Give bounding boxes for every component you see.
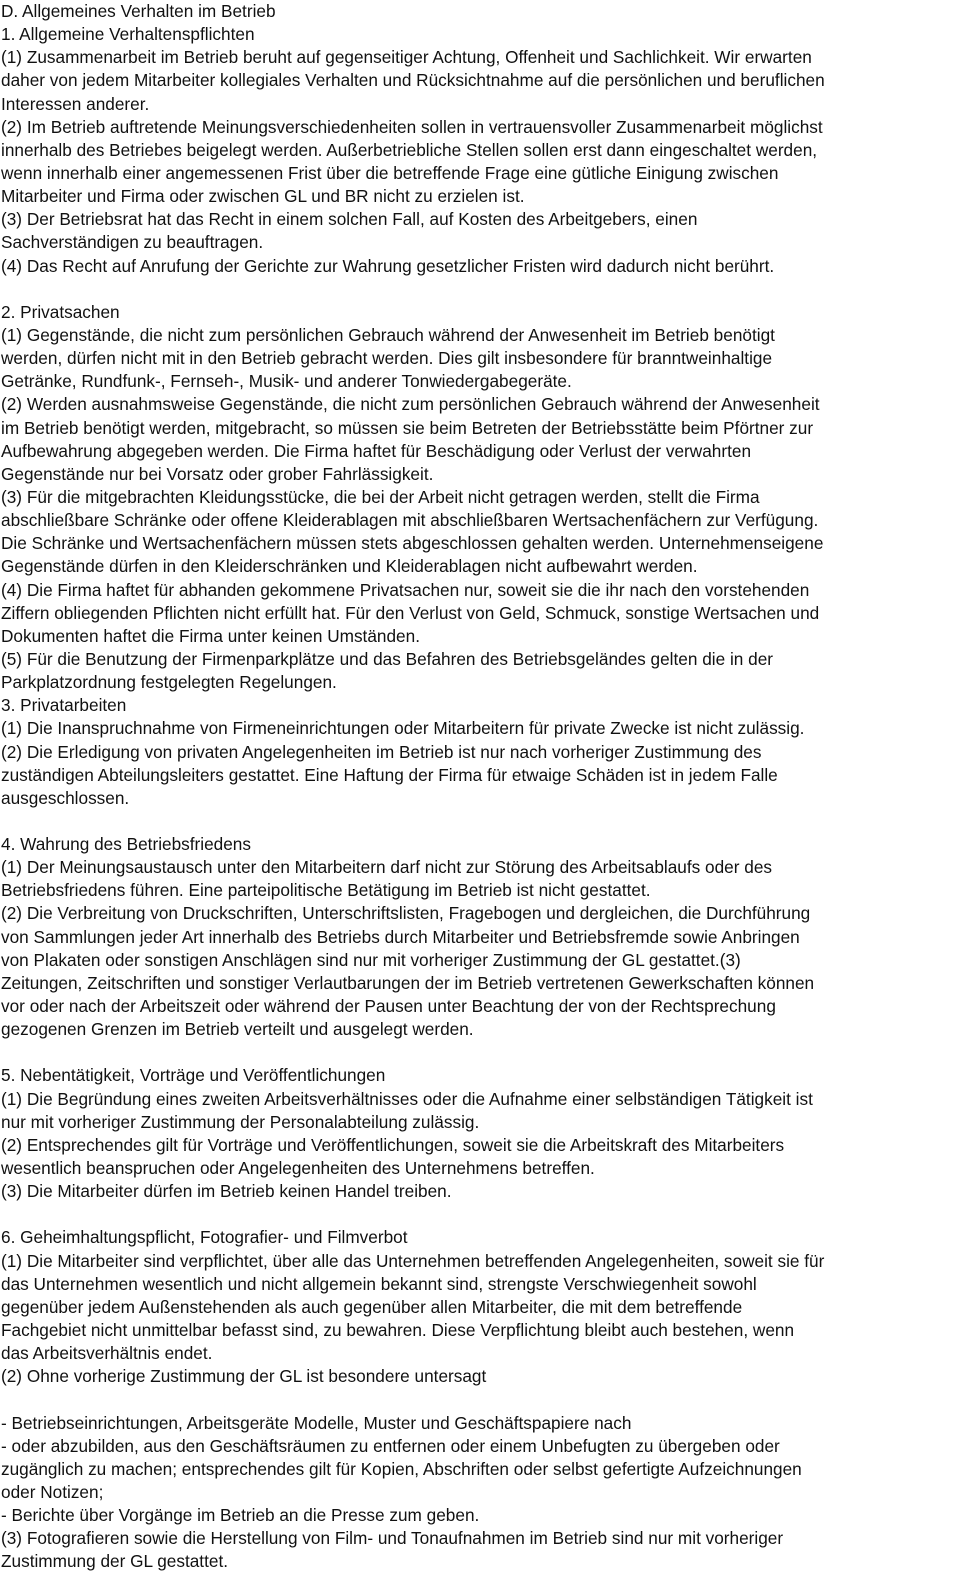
- blank-line: [1, 810, 956, 833]
- text-line: zuständigen Abteilungsleiters gestattet. Eine Haftung der Firma für etwaige Schäden ist in jedem Falle: [1, 764, 778, 785]
- text-line: zugänglich zu machen; entsprechendes gilt für Kopien, Abschriften oder selbst gefertigte Aufzeichnungen: [1, 1458, 802, 1479]
- text-line: - oder abzubilden, aus den Geschäftsräumen zu entfernen oder einem Unbefugten zu übergeben oder: [1, 1435, 780, 1456]
- text-line: das Unternehmen wesentlich und nicht allgemein bekannt sind, strengste Verschwiegenheit sowohl: [1, 1273, 757, 1294]
- text-line: (5) Für die Benutzung der Firmenparkplätze und das Befahren des Betriebsgeländes gelten die in der: [1, 648, 774, 669]
- blank-line: [1, 1041, 956, 1064]
- text-line: (2) Die Erledigung von privaten Angelegenheiten im Betrieb ist nur nach vorheriger Zustimmung des: [1, 741, 762, 762]
- text-line: Gegenstände dürfen in den Kleiderschränken und Kleiderablagen nicht aufbewahrt werden.: [1, 556, 698, 577]
- text-line: Betriebsfriedens führen. Eine parteipolitische Betätigung im Betrieb ist nicht gestattet.: [1, 880, 651, 901]
- text-line: (2) Im Betrieb auftretende Meinungsverschiedenheiten sollen in vertrauensvoller Zusammenarbeit möglichst: [1, 116, 823, 137]
- text-line: von Plakaten oder sonstigen Anschlägen sind nur mit vorheriger Zustimmung der GL gestattet.(3): [1, 949, 741, 970]
- text-line: Ziffern obliegenden Pflichten nicht erfüllt hat. Für den Verlust von Geld, Schmuck, sonstige Wertsachen und: [1, 602, 820, 623]
- blank-line: [1, 278, 956, 301]
- text-line: abschließbare Schränke oder offene Kleiderablagen mit abschließbaren Wertsachenfächern zur Verfügung.: [1, 510, 819, 531]
- text-line: (1) Der Meinungsaustausch unter den Mitarbeitern darf nicht zur Störung des Arbeitsablaufs oder des: [1, 857, 773, 878]
- text-line: von Sammlungen jeder Art innerhalb des Betriebs durch Mitarbeiter und Betriebsfremde sowie Anbringen: [1, 926, 800, 947]
- text-line: (1) Gegenstände, die nicht zum persönlichen Gebrauch während der Anwesenheit im Betrieb benötigt: [1, 324, 775, 345]
- text-line: 5. Nebentätigkeit, Vorträge und Veröffentlichungen: [1, 1065, 386, 1086]
- text-line: - Berichte über Vorgänge im Betrieb an die Presse zum geben.: [1, 1505, 480, 1526]
- text-line: 6. Geheimhaltungspflicht, Fotografier- und Filmverbot: [1, 1227, 408, 1248]
- text-line: Zeitungen, Zeitschriften und sonstiger Verlautbarungen der im Betrieb vertretenen Gewerkschaften können: [1, 972, 815, 993]
- text-line: (3) Für die mitgebrachten Kleidungsstücke, die bei der Arbeit nicht getragen werden, stellt die Firma: [1, 486, 760, 507]
- text-line: 2. Privatsachen: [1, 301, 120, 322]
- text-line: (1) Zusammenarbeit im Betrieb beruht auf gegenseitiger Achtung, Offenheit und Sachlichkeit. Wir erwarten: [1, 47, 812, 68]
- text-line: (4) Die Firma haftet für abhanden gekommene Privatsachen nur, soweit sie die ihr nach den vorstehenden: [1, 579, 810, 600]
- text-line: oder Notizen;: [1, 1482, 104, 1502]
- text-line: (2) Ohne vorherige Zustimmung der GL ist besondere untersagt: [1, 1366, 487, 1387]
- text-line: 4. Wahrung des Betriebsfriedens: [1, 834, 251, 855]
- blank-line: [1, 1388, 956, 1411]
- text-line: Mitarbeiter und Firma oder zwischen GL und BR nicht zu erzielen ist.: [1, 186, 525, 207]
- text-line: Gegenstände nur bei Vorsatz oder grober Fahrlässigkeit.: [1, 463, 434, 484]
- text-line: werden, dürfen nicht mit in den Betrieb gebracht werden. Dies gilt insbesondere für branntweinhaltige: [1, 348, 773, 369]
- text-line: Getränke, Rundfunk-, Fernseh-, Musik- und anderer Tonwiedergabegeräte.: [1, 371, 572, 392]
- text-line: ausgeschlossen.: [1, 787, 130, 808]
- text-line: (2) Die Verbreitung von Druckschriften, Unterschriftslisten, Fragebogen und dergleichen, die Durchführung: [1, 903, 811, 924]
- text-line: D. Allgemeines Verhalten im Betrieb: [1, 1, 276, 21]
- text-line: gezogenen Grenzen im Betrieb verteilt und ausgelegt werden.: [1, 1019, 474, 1040]
- text-line: (3) Fotografieren sowie die Herstellung von Film- und Tonaufnahmen im Betrieb sind nur mit vorheriger: [1, 1528, 784, 1549]
- text-line: (1) Die Begründung eines zweiten Arbeitsverhältnisses oder die Aufnahme einer selbständigen Tätigkeit ist: [1, 1088, 813, 1109]
- text-line: - Betriebseinrichtungen, Arbeitsgeräte Modelle, Muster und Geschäftspapiere nach: [1, 1412, 632, 1433]
- text-line: Sachverständigen zu beauftragen.: [1, 232, 264, 253]
- text-line: (1) Die Mitarbeiter sind verpflichtet, über alle das Unternehmen betreffenden Angelegenheiten, soweit sie für: [1, 1250, 825, 1271]
- text-line: Interessen anderer.: [1, 93, 150, 114]
- text-line: Zustimmung der GL gestattet.: [1, 1551, 229, 1572]
- text-line: (3) Der Betriebsrat hat das Recht in einem solchen Fall, auf Kosten des Arbeitgebers, einen: [1, 209, 698, 230]
- text-line: nur mit vorheriger Zustimmung der Personalabteilung zulässig.: [1, 1111, 480, 1132]
- text-line: innerhalb des Betriebes beigelegt werden. Außerbetriebliche Stellen sollen erst dann eingeschaltet werden,: [1, 139, 818, 160]
- text-line: 1. Allgemeine Verhaltenspflichten: [1, 24, 255, 45]
- document-body: [1, 0, 960, 1574]
- text-line: Dokumenten haftet die Firma unter keinen Umständen.: [1, 625, 420, 646]
- text-line: (1) Die Inanspruchnahme von Firmeneinrichtungen oder Mitarbeitern für private Zwecke ist nicht zulässig.: [1, 718, 805, 739]
- text-line: wenn innerhalb einer angemessenen Frist über die betreffende Frage eine gütliche Einigung zwischen: [1, 162, 779, 183]
- text-line: das Arbeitsverhältnis endet.: [1, 1343, 213, 1364]
- text-line: 3. Privatarbeiten: [1, 695, 127, 716]
- text-line: gegenüber jedem Außenstehenden als auch gegenüber allen Mitarbeiter, die mit dem betreffende: [1, 1296, 743, 1317]
- text-line: Die Schränke und Wertsachenfächern müssen stets abgeschlossen gehalten werden. Unternehmenseigene: [1, 533, 824, 554]
- text-line: (4) Das Recht auf Anrufung der Gerichte zur Wahrung gesetzlicher Fristen wird dadurch nicht berührt.: [1, 255, 775, 276]
- blank-line: [1, 1203, 956, 1226]
- text-line: im Betrieb benötigt werden, mitgebracht, so müssen sie beim Betreten der Betriebsstätte beim Pförtner zur: [1, 417, 814, 438]
- text-line: Fachgebiet nicht unmittelbar befasst sind, zu bewahren. Diese Verpflichtung bleibt auch bestehen, wenn: [1, 1320, 795, 1341]
- text-line: daher von jedem Mitarbeiter kollegiales Verhalten und Rücksichtnahme auf die persönlichen und beruflichen: [1, 70, 825, 91]
- text-line: Aufbewahrung abgegeben werden. Die Firma haftet für Beschädigung oder Verlust der verwahrten: [1, 440, 752, 461]
- text-line: wesentlich beanspruchen oder Angelegenheiten des Unternehmens betreffen.: [1, 1158, 595, 1179]
- text-line: Parkplatzordnung festgelegten Regelungen.: [1, 672, 337, 693]
- text-line: vor oder nach der Arbeitszeit oder während der Pausen unter Beachtung der von der Rechtsprechung: [1, 996, 776, 1017]
- text-line: (2) Werden ausnahmsweise Gegenstände, die nicht zum persönlichen Gebrauch während der Anwesenheit: [1, 394, 820, 415]
- text-line: (3) Die Mitarbeiter dürfen im Betrieb keinen Handel treiben.: [1, 1181, 452, 1202]
- text-line: (2) Entsprechendes gilt für Vorträge und Veröffentlichungen, soweit sie die Arbeitskraft des Mitarbeiters: [1, 1134, 785, 1155]
